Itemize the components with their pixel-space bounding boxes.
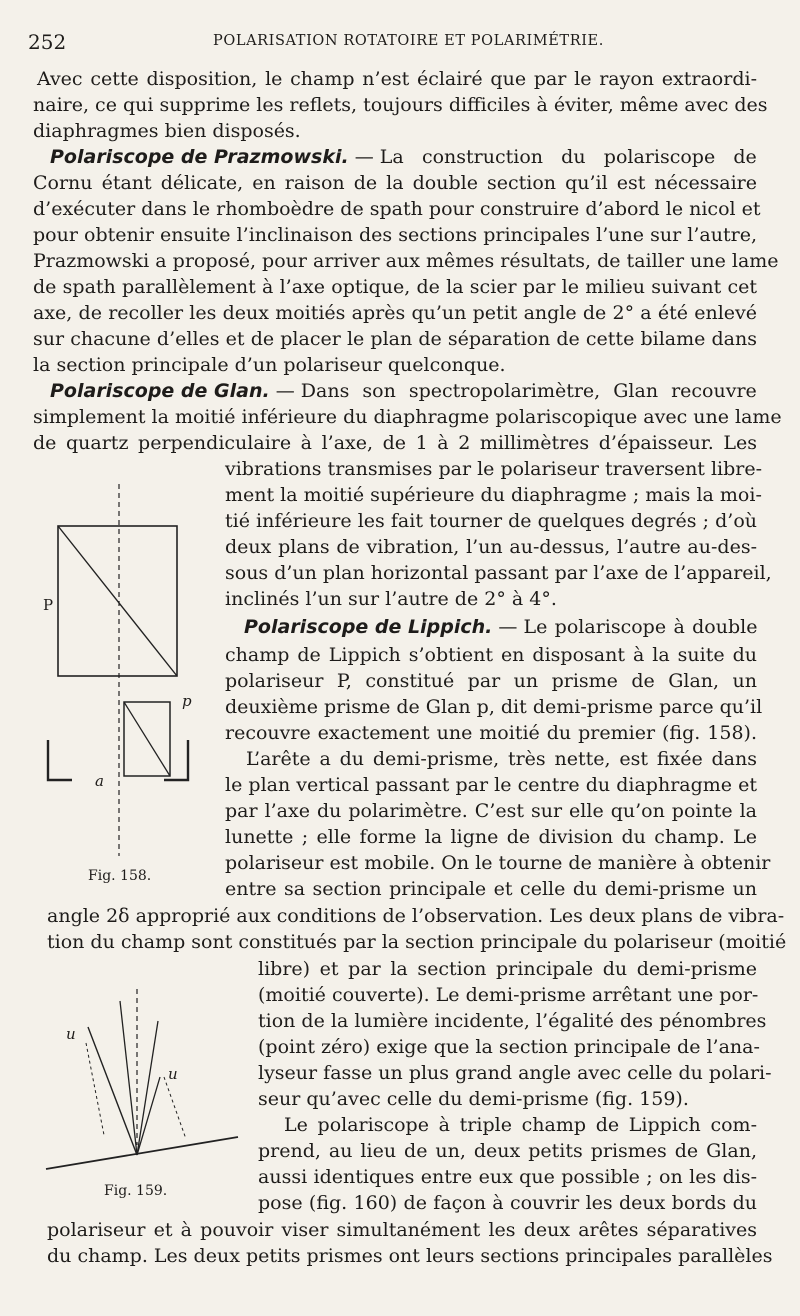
line-text: polariseur est mobile. On le tourne de manière à obtenir [225, 852, 771, 874]
line-text: Le polariscope à double [523, 616, 758, 638]
text-line [258, 1060, 772, 1086]
running-title: POLARISATION ROTATOIRE ET POLARIMÉTRIE. [213, 33, 604, 49]
text-line [33, 92, 768, 118]
text-line [37, 66, 757, 92]
line-text: seur qu’avec celle du demi-prisme (fig. 159). [258, 1088, 689, 1110]
line-text: (point zéro) exige que la section principale de l’ana- [258, 1036, 760, 1058]
text-line [47, 929, 787, 955]
line-text: Dans son spectropolarimètre, Glan recouvre [300, 380, 757, 402]
section-heading: Polariscope de Prazmowski. [50, 146, 349, 168]
text-line [258, 1190, 757, 1216]
line-text: diaphragmes bien disposés. [33, 120, 301, 142]
line-text: lunette ; elle forme la ligne de division du champ. Le [225, 826, 757, 848]
text-line [47, 1217, 757, 1243]
line-text: (moitié couverte). Le demi-prisme arrêtant une por- [258, 984, 759, 1006]
text-line [258, 1138, 757, 1164]
figure-159-drawing [40, 985, 250, 1175]
text-line [225, 642, 757, 668]
line-text: champ de Lippich s’obtient en disposant à la suite du [225, 644, 757, 666]
text-line [33, 430, 757, 456]
line-text: pour obtenir ensuite l’inclinaison des sections principales l’une sur l’autre, [33, 224, 757, 246]
text-line [225, 694, 763, 720]
line-text: de spath parallèlement à l’axe optique, de la scier par le milieu suivant cet [33, 276, 757, 298]
text-line [246, 746, 757, 772]
section-heading: Polariscope de Glan. [50, 380, 270, 402]
line-text: vibrations transmises par le polariseur traversent libre- [225, 458, 763, 480]
line-text: L’arête a du demi-prisme, très nette, est fixée dans [246, 748, 757, 770]
line-text: polariseur P, constitué par un prisme de Glan, un [225, 670, 757, 692]
text-line [225, 720, 757, 746]
line-text: tion de la lumière incidente, l’égalité des pénombres [258, 1010, 767, 1032]
page-number: 252 [28, 30, 67, 54]
line-text: prend, au lieu de un, deux petits prismes de Glan, [258, 1140, 757, 1162]
text-line [33, 300, 757, 326]
heading-dash: — [269, 380, 301, 402]
line-text: deuxième prisme de Glan p, dit demi-prisme parce qu’il [225, 696, 763, 718]
text-line [225, 772, 757, 798]
line-text: tion du champ sont constitués par la section principale du polariseur (moitié [47, 931, 787, 953]
line-text: angle 2δ approprié aux conditions de l’observation. Les deux plans de vibra- [47, 905, 785, 927]
text-line [33, 352, 506, 378]
text-line [47, 1243, 773, 1269]
line-text: tié inférieure les fait tourner de quelques degrés ; d’où [225, 510, 757, 532]
line-text: du champ. Les deux petits prismes ont leurs sections principales parallèles [47, 1245, 773, 1267]
figure-159-caption: Fig. 159. [104, 1183, 168, 1199]
text-line [225, 456, 763, 482]
heading-dash: — [348, 146, 380, 168]
line-text: sous d’un plan horizontal passant par l’axe de l’appareil, [225, 562, 772, 584]
line-text: axe, de recoller les deux moitiés après qu’un petit angle de 2° a été enlevé [33, 302, 757, 324]
heading-dash: — [492, 616, 524, 638]
text-line [258, 956, 757, 982]
text-line [258, 1164, 757, 1190]
line-text: sur chacune d’elles et de placer le plan de séparation de cette bilame dans [33, 328, 757, 350]
text-line [33, 196, 761, 222]
figure-159 [40, 985, 250, 1205]
label-p: p [182, 692, 192, 710]
text-line [33, 118, 301, 144]
label-u-right: u [168, 1065, 178, 1083]
text-line [47, 903, 785, 929]
line-text: pose (fig. 160) de façon à couvrir les deux bords du [258, 1192, 757, 1214]
line-text: par l’axe du polarimètre. C’est sur elle qu’on pointe la [225, 800, 757, 822]
running-header [28, 30, 760, 54]
line-text: la section principale d’un polariseur quelconque. [33, 354, 506, 376]
text-line [225, 508, 757, 534]
line-text: d’exécuter dans le rhomboèdre de spath pour construire d’abord le nicol et [33, 198, 761, 220]
text-line [258, 1086, 689, 1112]
text-line [33, 222, 757, 248]
label-a: a [95, 772, 104, 790]
line-text: recouvre exactement une moitié du premier (fig. 158). [225, 722, 757, 744]
text-line [33, 170, 757, 196]
text-line [225, 850, 771, 876]
line-text: le plan vertical passant par le centre du diaphragme et [225, 774, 757, 796]
figure-158-caption: Fig. 158. [88, 868, 152, 884]
text-line [225, 668, 757, 694]
line-text: entre sa section principale et celle du demi-prisme un [225, 878, 757, 900]
line-text: naire, ce qui supprime les reflets, toujours difficiles à éviter, même avec des [33, 94, 768, 116]
text-line [244, 614, 757, 640]
line-text: lyseur fasse un plus grand angle avec celle du polari- [258, 1062, 772, 1084]
text-line [225, 824, 757, 850]
line-text: deux plans de vibration, l’un au-dessus, l’autre au-des- [225, 536, 757, 558]
line-text: polariseur et à pouvoir viser simultanément les deux arêtes séparatives [47, 1219, 757, 1241]
line-text: Avec cette disposition, le champ n’est éclairé que par le rayon extraordi- [37, 68, 757, 90]
line-text: Prazmowski a proposé, pour arriver aux mêmes résultats, de tailler une lame [33, 250, 779, 272]
text-line [50, 144, 757, 170]
label-P: P [43, 596, 54, 614]
line-text: Le polariscope à triple champ de Lippich com- [284, 1114, 757, 1136]
label-u-left: u [66, 1025, 76, 1043]
text-line [258, 1008, 767, 1034]
text-line [33, 404, 782, 430]
text-line [225, 482, 762, 508]
figure-158 [28, 478, 218, 898]
line-text: simplement la moitié inférieure du diaphragme polariscopique avec une lame [33, 406, 782, 428]
text-line [258, 1034, 760, 1060]
text-line [225, 560, 772, 586]
line-text: La construction du polariscope de [379, 146, 757, 168]
line-text: de quartz perpendiculaire à l’axe, de 1 à 2 millimètres d’épaisseur. Les [33, 432, 757, 454]
text-line [225, 586, 557, 612]
line-text: ment la moitié supérieure du diaphragme ; mais la moi- [225, 484, 762, 506]
text-line [33, 326, 757, 352]
text-line [225, 876, 757, 902]
text-line [225, 534, 757, 560]
text-line [33, 248, 779, 274]
text-line [258, 982, 757, 1008]
text-line [33, 274, 757, 300]
line-text: inclinés l’un sur l’autre de 2° à 4°. [225, 588, 557, 610]
line-text: aussi identiques entre eux que possible ; on les dis- [258, 1166, 757, 1188]
text-line [50, 378, 757, 404]
section-heading: Polariscope de Lippich. [244, 616, 493, 638]
line-text: Cornu étant délicate, en raison de la double section qu’il est nécessaire [33, 172, 757, 194]
line-text: libre) et par la section principale du demi-prisme [258, 958, 757, 980]
text-line [225, 798, 757, 824]
figure-158-drawing [28, 478, 218, 878]
text-line [284, 1112, 757, 1138]
